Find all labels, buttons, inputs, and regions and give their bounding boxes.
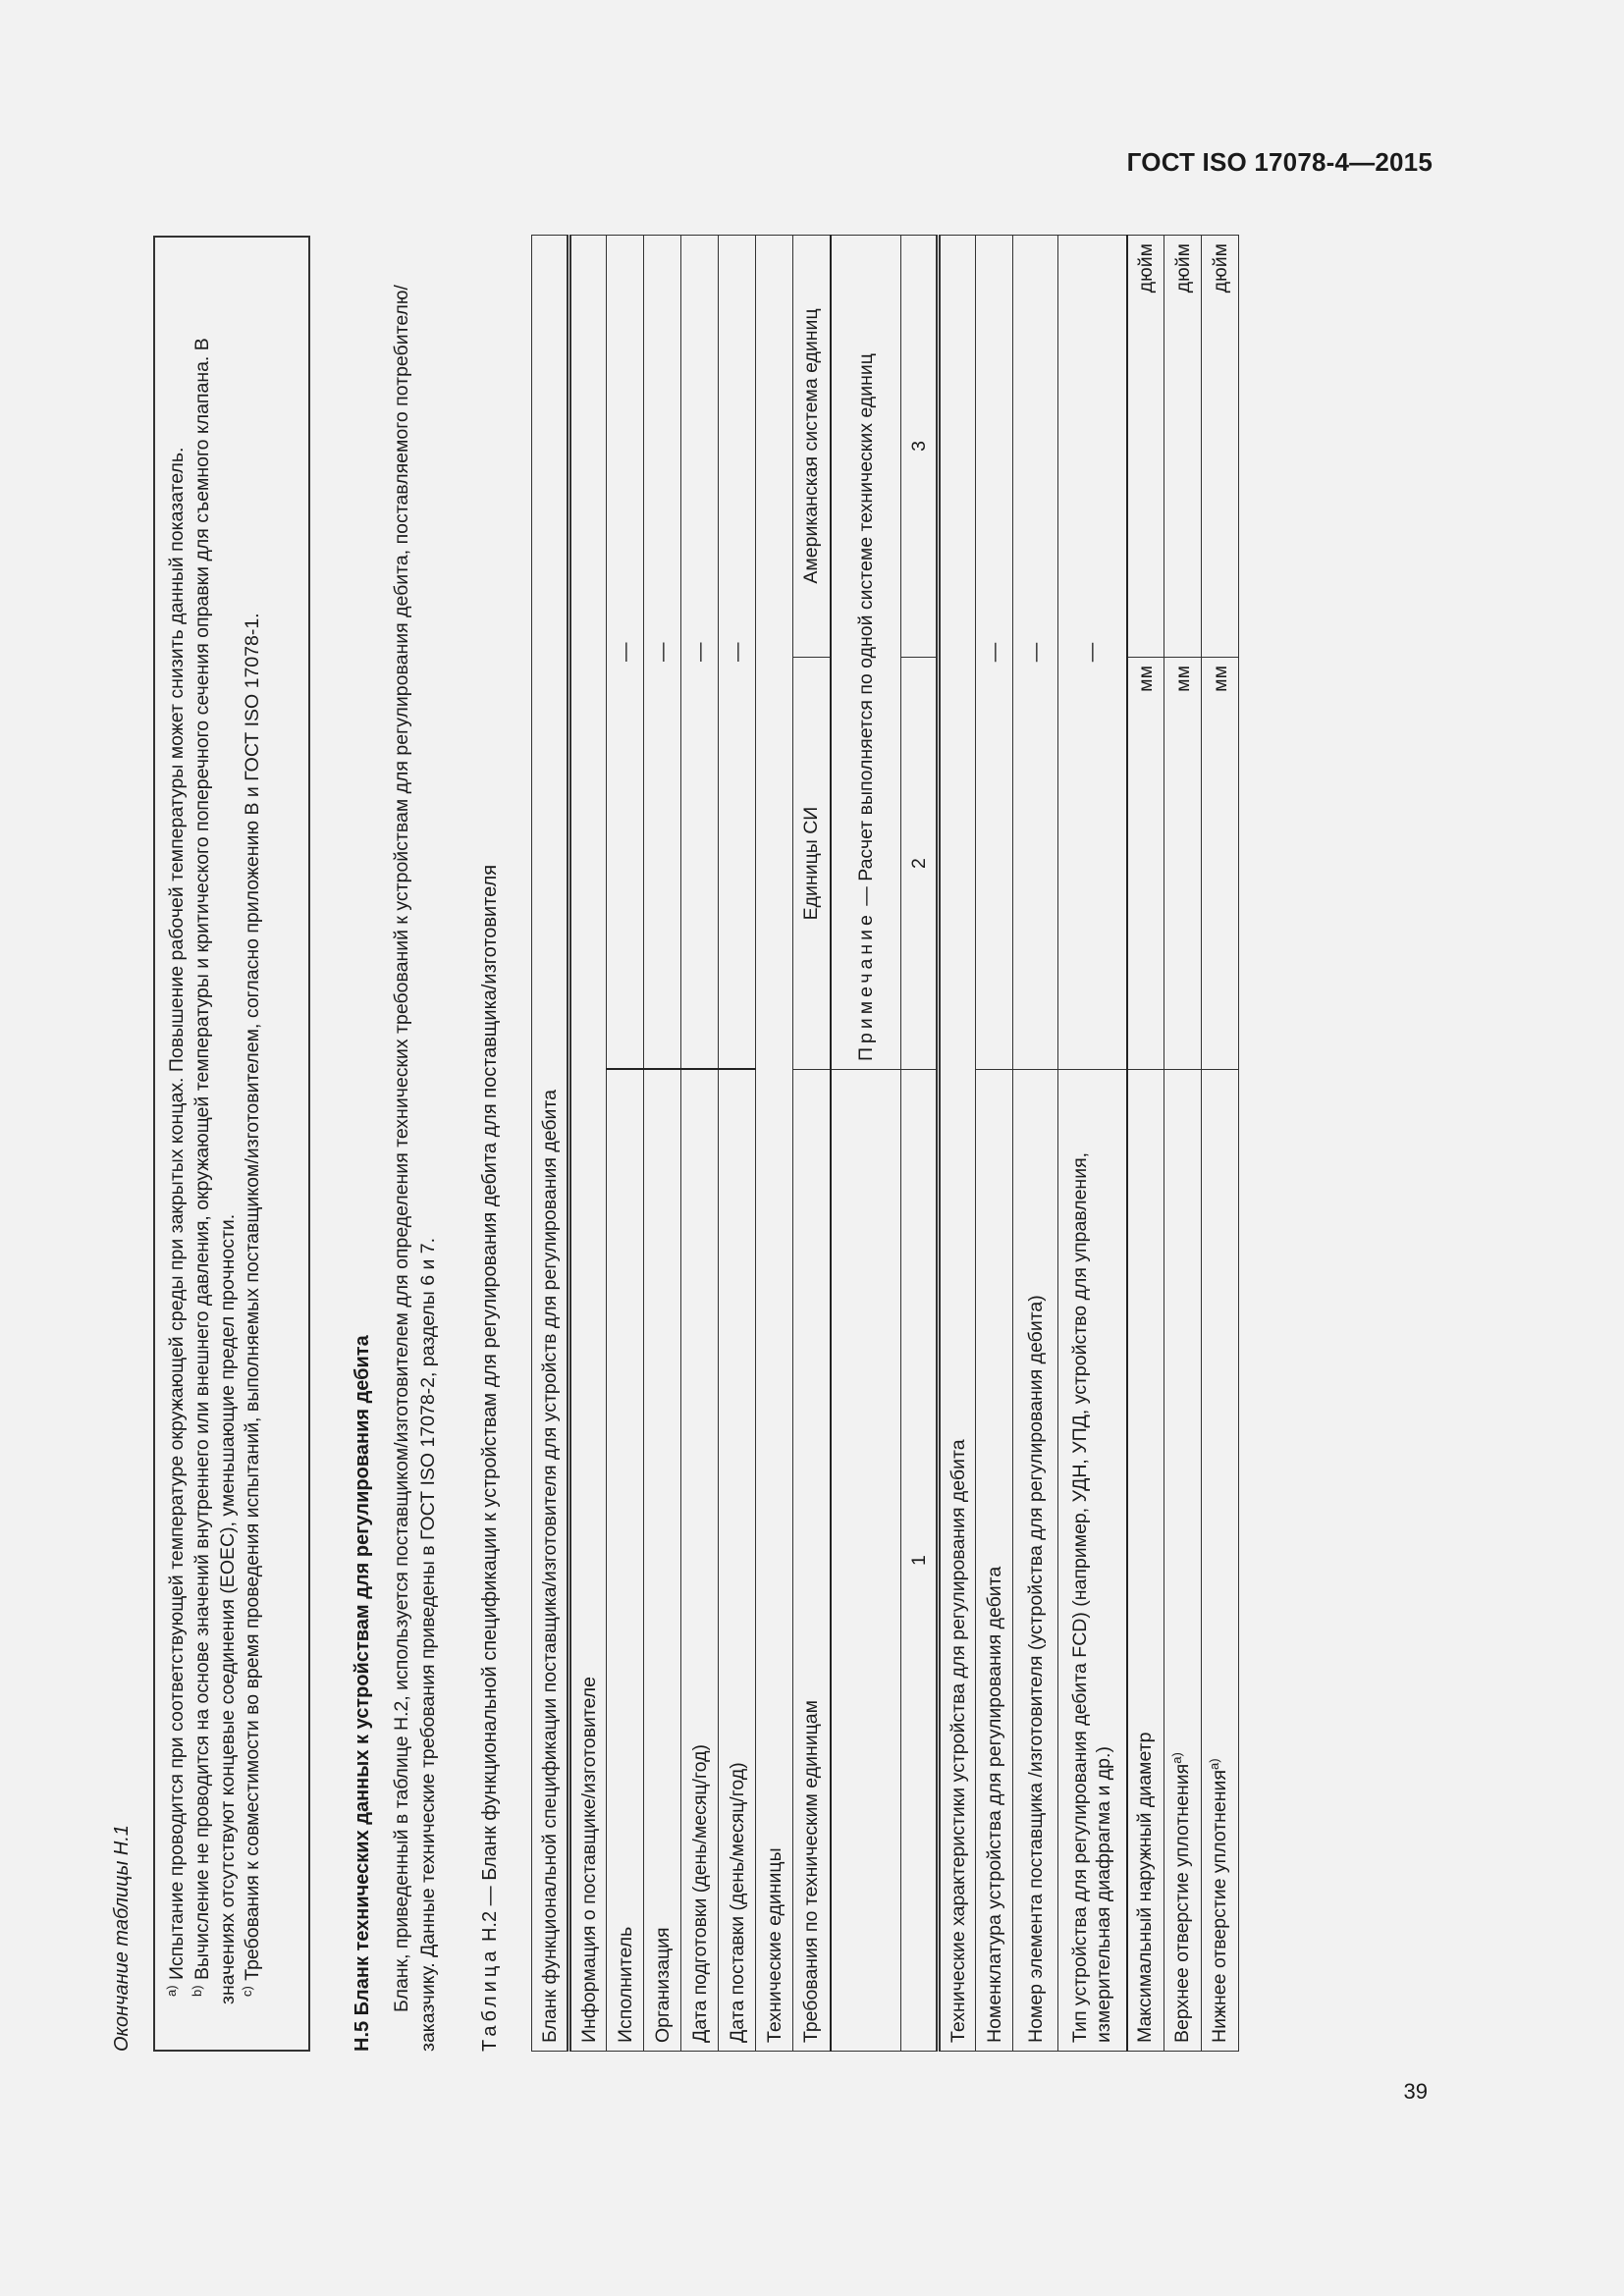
row-value: — (976, 235, 1013, 1069)
table-row (976, 235, 1013, 2051)
units-header: Технические единицы (756, 235, 793, 2051)
row-label: Дата подготовки (день/месяц/год) (681, 1070, 719, 2052)
info-header: Информация о поставщике/изготовителе (569, 235, 607, 2051)
row-label: Номенклатура устройства для регулирования дебита (976, 1070, 1013, 2052)
table-row (793, 235, 831, 2051)
si-unit: мм (1127, 658, 1164, 1070)
table-row (831, 235, 901, 2051)
column-number: 1 (901, 1070, 939, 2052)
page-number: 39 (1403, 2079, 1428, 2104)
row-label: Нижнее отверстие уплотнения$^{a)}$ (1202, 1070, 1239, 2052)
row-label: Организация (644, 1070, 681, 2052)
us-unit: дюйм (1127, 235, 1164, 657)
table-row (1164, 235, 1202, 2051)
footnote-c: $^{c)}$ Требования к совместимости во время проведения испытаний, выполняемых поставщиком/изготовителем, согласно приложению В и ГОСТ ISO 17078-1. (240, 613, 263, 1997)
row-label: Тип устройства для регулирования дебита FCD) (например, УДН, УПД, устройство для управления, измерительная диафрагма и др.) (1058, 1070, 1127, 2052)
row-value: — (719, 235, 756, 1069)
table-row (1127, 235, 1164, 2051)
units-note: Примечание — Расчет выполняется по одной системе технических единиц (831, 235, 901, 1069)
section-title: Н.5 Бланк технических данных к устройствам для регулирования дебита (352, 1335, 373, 2052)
us-unit: дюйм (1202, 235, 1239, 657)
row-value: — (1058, 235, 1127, 1069)
tech-header: Технические характеристики устройства для регулирования дебита (939, 235, 976, 2051)
table-row (681, 235, 719, 2051)
footnote-b: $^{b)}$ Вычисление не проводится на основе значений внутреннего или внешнего давления, окружающей температуры и критического поперечного сечения оправки для съемного клапана. В значениях отсутствуют концевые соединения (EOEC), уменьшающие предел прочности. (189, 338, 239, 2004)
si-unit: мм (1202, 658, 1239, 1070)
row-label: Исполнитель (607, 1070, 644, 2052)
column-number: 2 (901, 658, 939, 1070)
table-row (644, 235, 681, 2051)
table-caption: Таблица Н.2 — Бланк функциональной спецификации к устройствам для регулирования дебита для поставщика/изготовителя (479, 864, 501, 2052)
table-row (1202, 235, 1239, 2051)
table-title: Бланк функциональной спецификации поставщика/изготовителя для устройств для регулирования дебита (532, 235, 569, 2051)
footnotes-box (153, 236, 310, 2052)
us-units-header: Американская система единиц (793, 235, 831, 657)
empty-cell (831, 1070, 901, 2052)
requirements-label: Требования по техническим единицам (793, 1070, 831, 2052)
table-row (756, 235, 793, 2051)
column-number-row (901, 235, 939, 2051)
section-body: Бланк, приведенный в таблице Н.2, используется поставщиком/изготовителем для определения технических требований к устройствам для регулирования дебита, поставляемого потребителю/заказчику. Данные технические требования приведены в ГОСТ ISO 17078-2, разделы 6 и 7. (391, 285, 439, 2052)
row-label: Номер элемента поставщика /изготовителя (устройства для регулирования дебита) (1013, 1070, 1058, 2052)
row-label: Максимальный наружный диаметр (1127, 1070, 1164, 2052)
row-value: — (607, 235, 644, 1069)
si-units-header: Единицы СИ (793, 658, 831, 1070)
spec-table (531, 235, 1239, 2052)
row-value: — (681, 235, 719, 1069)
table-title-row (532, 235, 569, 2051)
standard-header: ГОСТ ISO 17078-4—2015 (1126, 147, 1433, 177)
table-row (1058, 235, 1127, 2051)
rotated-content (109, 236, 1425, 2052)
row-value: — (1013, 235, 1058, 1069)
si-unit: мм (1164, 658, 1202, 1070)
table-row (939, 235, 976, 2051)
footnote-a: $^{a)}$ Испытание проводится при соответствующей температуре окружающей среды при закрытых концах. Повышение рабочей температуры может снизить данный показатель. (164, 447, 188, 1997)
row-value: — (644, 235, 681, 1069)
us-unit: дюйм (1164, 235, 1202, 657)
row-label: Верхнее отверстие уплотнения$^{a)}$ (1164, 1070, 1202, 2052)
table-row (1013, 235, 1058, 2051)
table-row (719, 235, 756, 2051)
column-number: 3 (901, 235, 939, 657)
table-row (569, 235, 607, 2051)
row-label: Дата поставки (день/месяц/год) (719, 1070, 756, 2052)
table-row (607, 235, 644, 2051)
continuation-caption: Окончание таблицы Н.1 (111, 1824, 133, 2052)
